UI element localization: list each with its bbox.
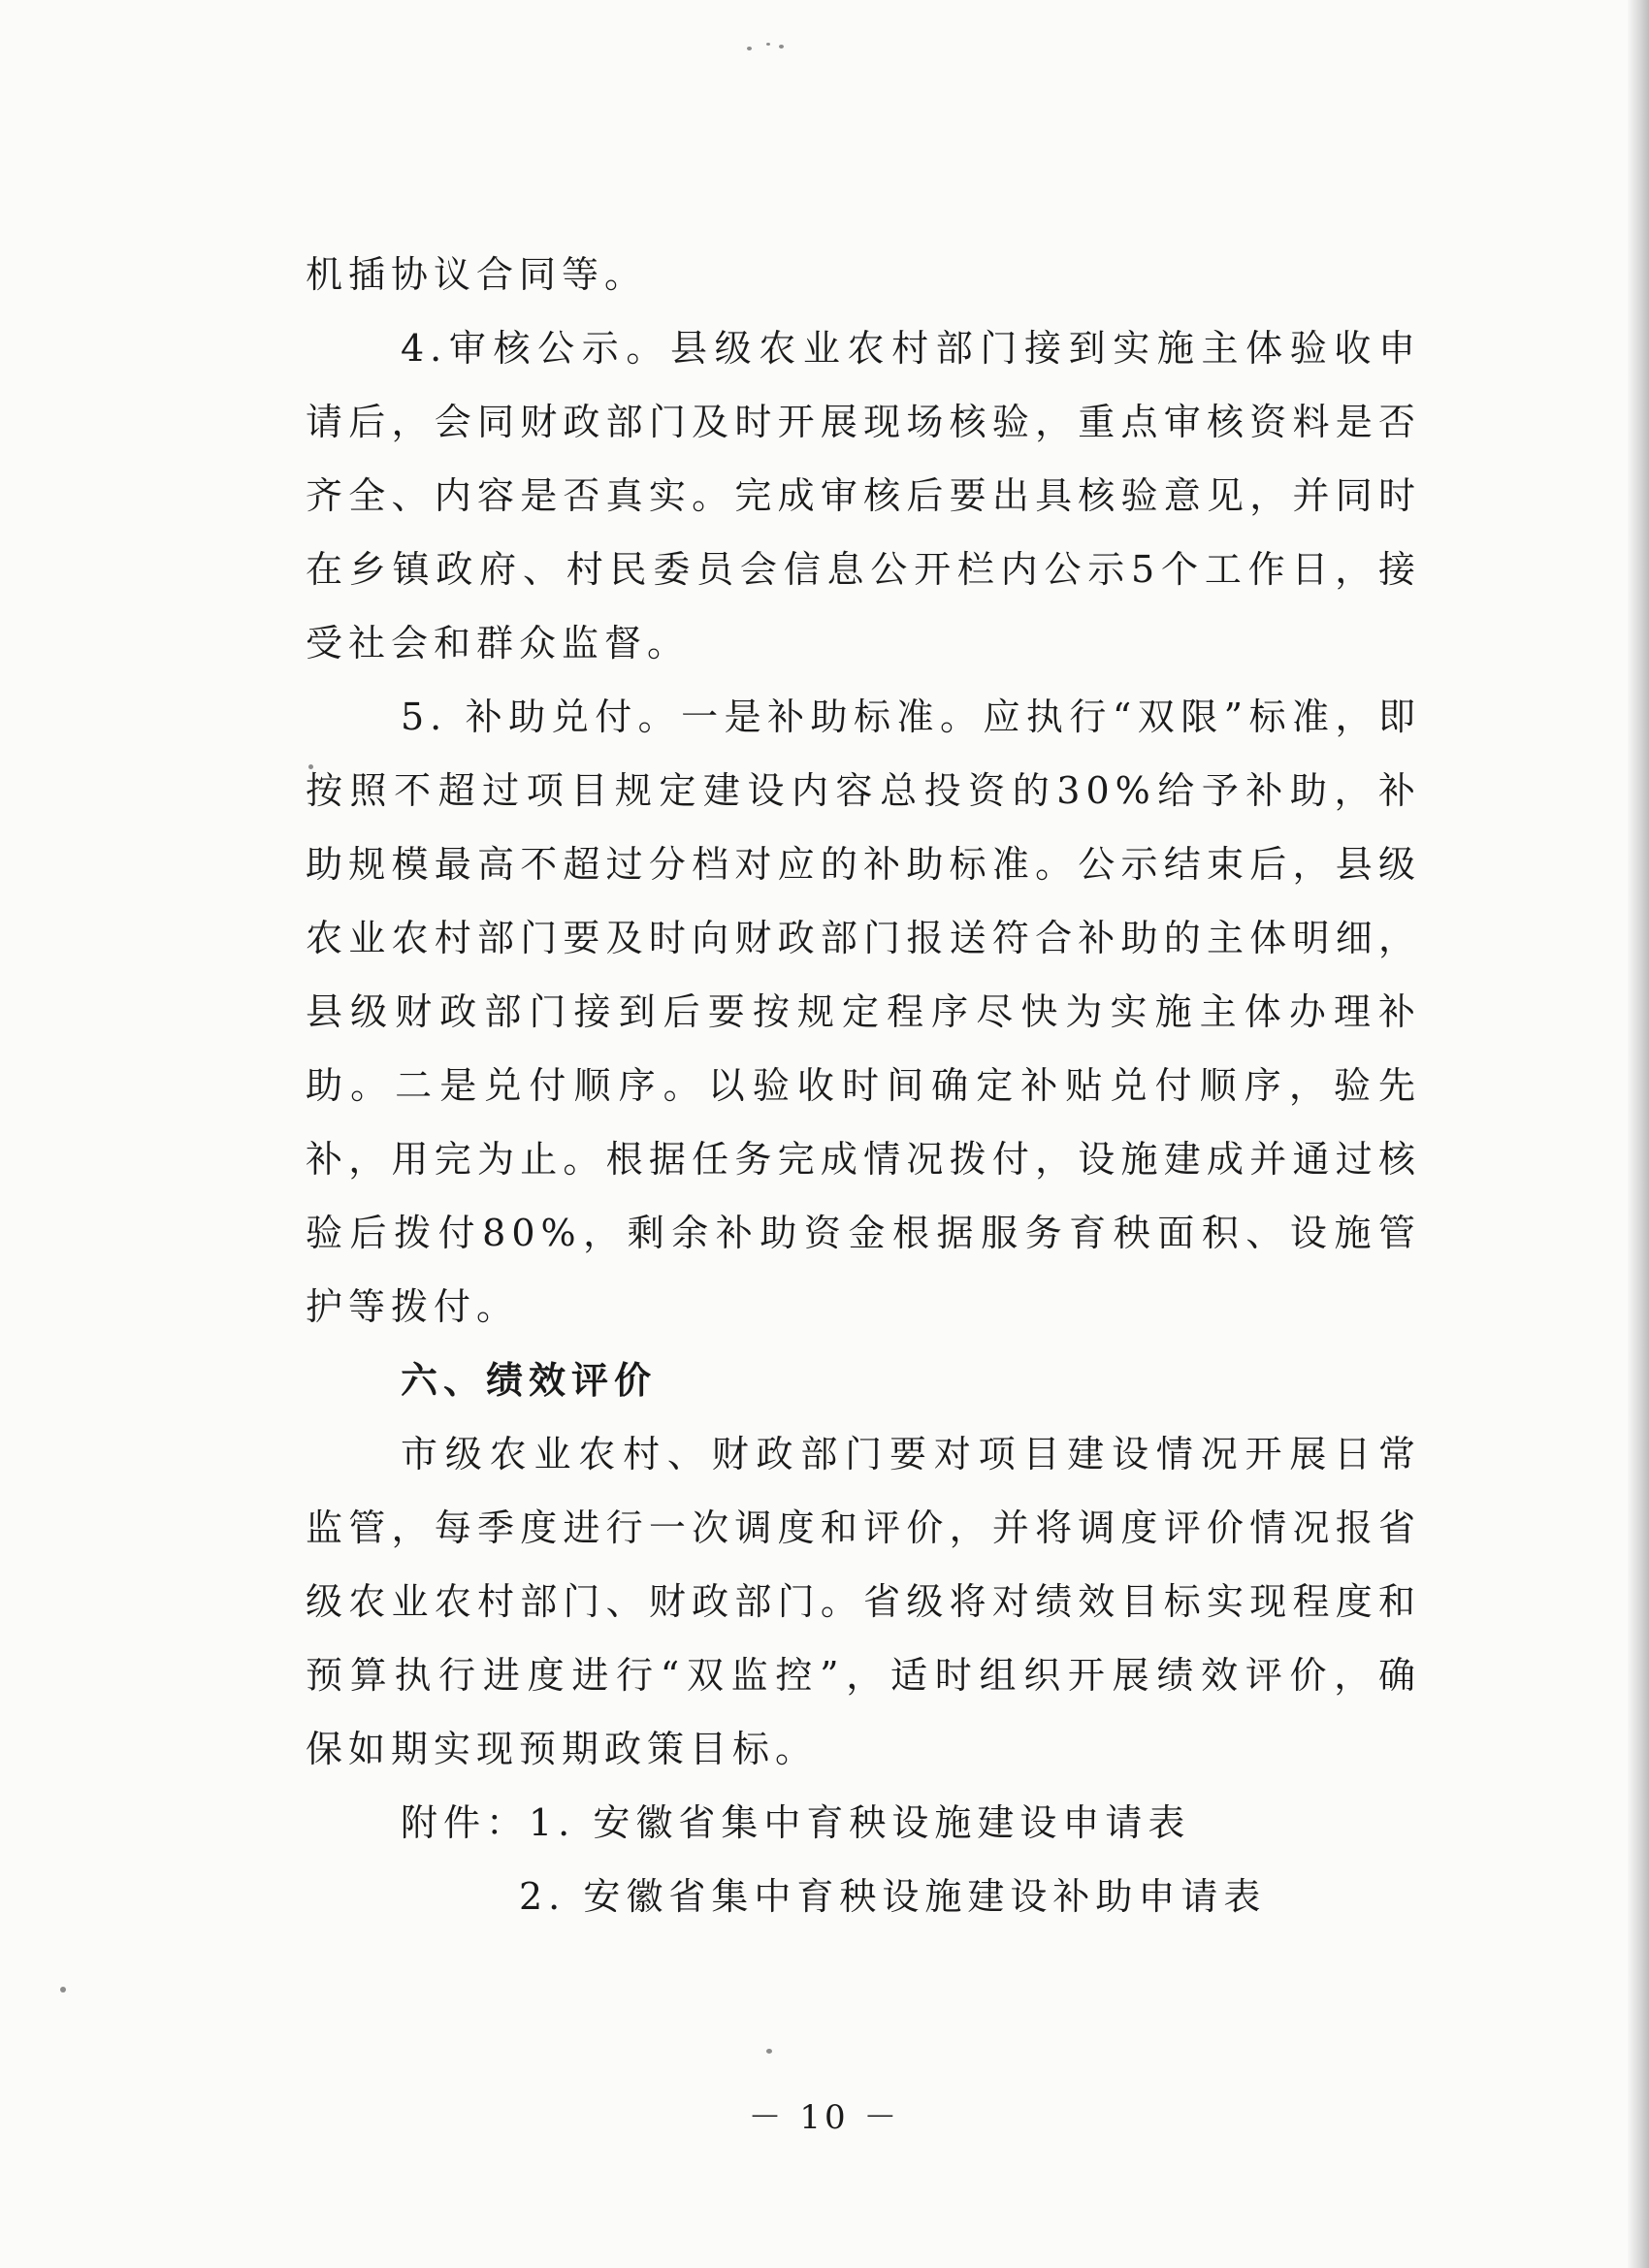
scan-speck: [779, 45, 784, 49]
paragraph-continued: 机插协议合同等。: [306, 253, 648, 296]
section-heading: 六、绩效评价: [401, 1359, 658, 1402]
document-body: [306, 238, 1421, 1933]
attachment-line-1: 附件：1. 安徽省集中育秧设施建设申请表: [401, 1801, 1191, 1844]
paragraph-subsidy-payment: 5. 补助兑付。一是补助标准。应执行“双限”标准，即按照不超过项目规定建设内容总投资的30%给予补助，补助规模最高不超过分档对应的补助标准。公示结束后，县级农业农村部门要及时向财政部门报送符合补助的主体明细， 县级财政部门接到后要按规定程序尽快为实施主体办理补助。二是兑付顺序。以验收时间确定补贴兑付顺序，验先补，用完为止。根据任务完成情况拨付，设施建成并通过核验后拨付80%，剩余补助资金根据服务育秧面积、设施管护等拨付。: [306, 696, 1421, 1328]
scan-speck: [766, 2049, 772, 2054]
paragraph-performance-evaluation: 市级农业农村、财政部门要对项目建设情况开展日常监管，每季度进行一次调度和评价，并将调度评价情况报省级农业农村部门、财政部门。省级将对绩效目标实现程度和预算执行进度进行“双监控”，适时组织开展绩效评价，确保如期实现预期政策目标。: [306, 1433, 1421, 1770]
attachment-line-2: 2. 安徽省集中育秧设施建设补助申请表: [519, 1875, 1267, 1918]
scan-speck: [60, 1987, 66, 1993]
scan-shadow-edge: [1628, 0, 1649, 2268]
scan-speck: [747, 47, 752, 50]
scan-speck: [766, 43, 770, 46]
paragraph-audit-publicity: 4.审核公示。县级农业农村部门接到实施主体验收申请后，会同财政部门及时开展现场核验，重点审核资料是否齐全、内容是否真实。完成审核后要出具核验意见，并同时在乡镇政府、村民委员会信息公开栏内公示5个工作日，接受社会和群众监督。: [306, 327, 1421, 664]
page-number: － 10 －: [748, 2098, 901, 2137]
